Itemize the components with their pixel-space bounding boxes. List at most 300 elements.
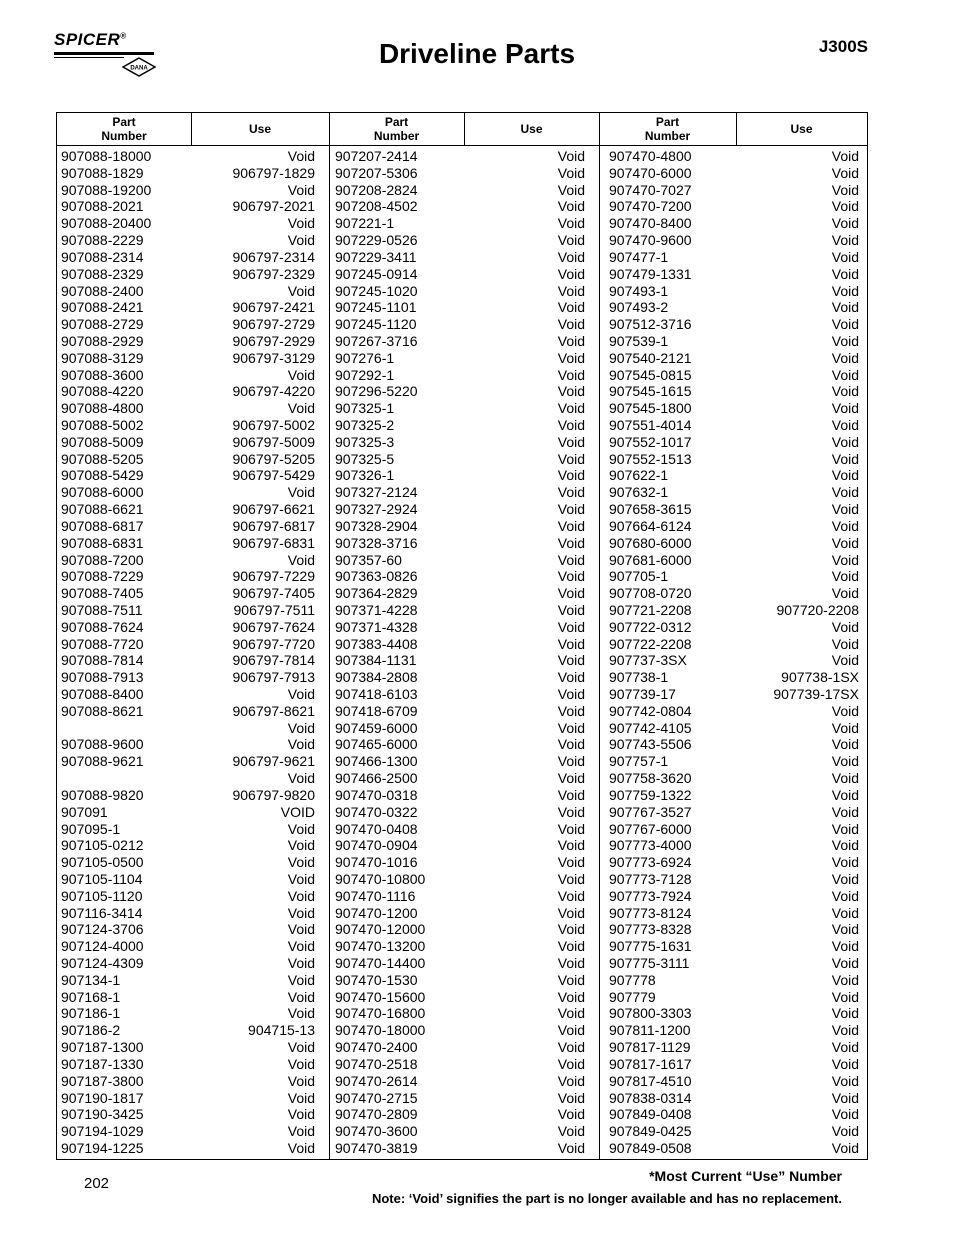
part-number-cell: 907292-1: [335, 366, 395, 383]
use-cell: Void: [557, 181, 585, 198]
parts-column-1: [57, 148, 315, 1157]
part-number-cell: 907817-1129: [609, 1039, 691, 1056]
table-row: [331, 938, 585, 955]
part-number-cell: 907326-1: [335, 467, 395, 484]
use-cell: Void: [831, 618, 859, 635]
use-cell: 906797-6817: [232, 517, 315, 534]
part-number-cell: 907800-3303: [609, 1005, 692, 1022]
use-cell: Void: [831, 282, 859, 299]
part-number-cell: 907088-5002: [61, 417, 144, 433]
table-row: [605, 585, 859, 602]
use-cell: Void: [831, 383, 859, 400]
use-cell: Void: [557, 870, 585, 887]
use-cell: Void: [557, 1072, 585, 1089]
use-cell: Void: [557, 618, 585, 635]
part-number-cell: 907742-0804: [609, 702, 692, 719]
table-row: [605, 249, 859, 266]
table-row: [57, 837, 315, 854]
part-number-cell: 907168-1: [61, 988, 121, 1005]
table-row: [331, 198, 585, 215]
use-cell: 906797-7405: [232, 585, 315, 602]
table-row: [605, 770, 859, 787]
use-cell: Void: [831, 349, 859, 366]
use-cell: Void: [831, 1106, 859, 1123]
part-number-cell: 907681-6000: [609, 551, 692, 568]
use-cell: Void: [557, 265, 585, 282]
table-row: [605, 1073, 859, 1090]
table-row: [57, 989, 315, 1006]
page-number: 202: [84, 1175, 110, 1192]
table-row: [57, 972, 315, 989]
table-row: [605, 367, 859, 384]
use-cell: Void: [831, 568, 859, 585]
table-row: [605, 198, 859, 215]
table-row: [331, 837, 585, 854]
use-cell: Void: [287, 1089, 315, 1106]
table-row: [331, 921, 585, 938]
table-row: [57, 955, 315, 972]
header-use: Use: [520, 122, 543, 136]
use-cell: 906797-2729: [232, 316, 315, 333]
table-row: [331, 299, 585, 316]
parts-table: [56, 112, 868, 1160]
table-row: [331, 1005, 585, 1022]
use-cell: Void: [831, 887, 859, 904]
header-part-number: Part Number: [373, 115, 420, 143]
table-row: [57, 518, 315, 535]
part-number-cell: 907470-15600: [335, 988, 426, 1005]
part-number-cell: 907470-2809: [335, 1106, 418, 1123]
use-cell: 906797-9621: [232, 753, 315, 770]
table-row: [331, 232, 585, 249]
part-number-cell: 907470-0904: [335, 837, 418, 854]
use-cell: Void: [557, 316, 585, 333]
table-row: [605, 652, 859, 669]
table-row: [605, 938, 859, 955]
use-cell: Void: [831, 467, 859, 484]
table-row: [331, 350, 585, 367]
parts-column-2: [331, 148, 585, 1157]
part-number-cell: 907817-1617: [609, 1055, 692, 1072]
table-row: [57, 1123, 315, 1140]
use-cell: Void: [557, 988, 585, 1005]
table-row: [57, 652, 315, 669]
use-cell: Void: [557, 400, 585, 417]
table-row: [331, 467, 585, 484]
part-number-cell: 907105-0500: [61, 854, 144, 871]
part-number-cell: 907124-3706: [61, 921, 144, 938]
table-row: [331, 1073, 585, 1090]
table-row: [331, 182, 585, 199]
part-number-cell: 907767-6000: [609, 820, 692, 837]
table-row: [331, 1106, 585, 1123]
part-number-cell: 907708-0720: [609, 585, 692, 602]
part-number-cell: [57, 770, 288, 787]
table-row: [605, 148, 859, 165]
part-number-cell: 907773-7924: [609, 887, 692, 904]
part-number-cell: 907773-8328: [609, 921, 692, 938]
use-cell: Void: [831, 366, 859, 383]
table-row: [605, 165, 859, 182]
table-row: [57, 1140, 315, 1157]
parts-column-3: [605, 148, 859, 1157]
table-row: [57, 451, 315, 468]
table-row: [57, 215, 315, 232]
use-cell: Void: [831, 736, 859, 753]
table-row: [331, 484, 585, 501]
use-cell: Void: [831, 1139, 859, 1156]
table-row: [605, 316, 859, 333]
table-row: [57, 1090, 315, 1107]
table-row: [605, 619, 859, 636]
table-row: [57, 249, 315, 266]
part-number-cell: 907088-9600: [61, 736, 144, 753]
use-cell: 906797-3129: [232, 349, 315, 366]
table-row: [605, 955, 859, 972]
table-row: [605, 1005, 859, 1022]
table-row: [605, 753, 859, 770]
table-row: [605, 283, 859, 300]
use-cell: Void: [287, 770, 315, 787]
table-row: [605, 215, 859, 232]
part-number-cell: 907296-5220: [335, 383, 418, 400]
use-cell: 906797-7229: [232, 568, 315, 585]
use-cell: Void: [831, 635, 859, 652]
table-row: [331, 787, 585, 804]
use-cell: Void: [287, 736, 315, 753]
use-cell: 906797-5009: [232, 433, 315, 450]
table-row: [605, 501, 859, 518]
use-cell: Void: [557, 433, 585, 450]
table-row: [57, 905, 315, 922]
table-row: [605, 383, 859, 400]
part-number-cell: 907088-7405: [61, 585, 144, 602]
part-number-cell: 907773-4000: [609, 837, 692, 854]
part-number-cell: 907124-4000: [61, 938, 144, 955]
use-cell: Void: [557, 517, 585, 534]
part-number-cell: 907325-2: [335, 417, 395, 433]
table-row: [331, 1123, 585, 1140]
table-row: [605, 1106, 859, 1123]
use-cell: Void: [831, 719, 859, 736]
header-part-number: Part Number: [644, 115, 691, 143]
part-number-cell: 907186-2: [61, 1022, 121, 1039]
part-number-cell: 907757-1: [609, 753, 669, 770]
table-row: [605, 1123, 859, 1140]
table-row: [331, 1022, 585, 1039]
part-number-cell: 907194-1029: [61, 1123, 144, 1140]
part-number-cell: 907775-3111: [609, 955, 690, 971]
use-cell: Void: [287, 921, 315, 938]
part-number-cell: 907088-6621: [61, 501, 144, 518]
use-cell: Void: [557, 383, 585, 400]
use-cell: Void: [557, 770, 585, 787]
part-number-cell: 907088-5429: [61, 467, 144, 484]
table-row: [605, 333, 859, 350]
part-number-cell: 907088-7814: [61, 652, 144, 669]
use-cell: 906797-9820: [232, 786, 315, 803]
use-cell: Void: [831, 316, 859, 333]
table-row: [331, 753, 585, 770]
table-row: [605, 686, 859, 703]
use-cell: 906797-8621: [232, 702, 315, 719]
table-row: [331, 821, 585, 838]
table-row: [331, 383, 585, 400]
table-row: [57, 804, 315, 821]
part-number-cell: 907540-2121: [609, 349, 692, 366]
part-number-cell: 907470-0322: [335, 803, 418, 820]
part-number-cell: 907088-2421: [61, 299, 144, 316]
table-row: [605, 484, 859, 501]
part-number-cell: 907327-2124: [335, 484, 418, 501]
use-cell: Void: [557, 702, 585, 719]
use-cell: 906797-6831: [232, 534, 315, 551]
use-cell: 904715-13: [248, 1022, 315, 1039]
table-row: [605, 518, 859, 535]
table-row: [57, 367, 315, 384]
use-cell: Void: [557, 904, 585, 921]
part-number-cell: 907470-12000: [335, 921, 426, 938]
table-row: [605, 1090, 859, 1107]
table-row: [605, 703, 859, 720]
use-cell: Void: [557, 1123, 585, 1140]
part-number-cell: 907418-6709: [335, 702, 418, 719]
table-row: [331, 316, 585, 333]
use-cell: Void: [831, 652, 859, 669]
table-row: [57, 299, 315, 316]
table-row: [331, 400, 585, 417]
part-number-cell: 907742-4105: [609, 719, 692, 736]
use-cell: Void: [287, 1072, 315, 1089]
part-number-cell: 907470-13200: [335, 938, 426, 955]
part-number-cell: 907552-1513: [609, 450, 692, 467]
part-number-cell: 907722-2208: [609, 635, 692, 652]
use-cell: Void: [557, 501, 585, 518]
table-row: [331, 568, 585, 585]
part-number-cell: 907470-7027: [609, 181, 692, 198]
use-cell: Void: [831, 433, 859, 450]
table-row: [331, 552, 585, 569]
part-number-cell: 907552-1017: [609, 433, 692, 450]
use-cell: Void: [557, 248, 585, 265]
use-cell: Void: [287, 215, 315, 232]
part-number-cell: 907088-2314: [61, 248, 144, 265]
part-number-cell: 907470-7200: [609, 198, 692, 215]
use-cell: Void: [557, 332, 585, 349]
use-cell: Void: [287, 1123, 315, 1140]
use-cell: Void: [287, 1055, 315, 1072]
use-cell: Void: [287, 854, 315, 871]
use-cell: Void: [557, 551, 585, 568]
part-number-cell: 907245-0914: [335, 265, 418, 282]
table-row: [605, 535, 859, 552]
part-number-cell: 907088-3600: [61, 366, 144, 383]
table-row: [331, 535, 585, 552]
use-cell: Void: [831, 248, 859, 265]
part-number-cell: 907773-8124: [609, 904, 692, 921]
part-number-cell: 907088-7511: [61, 601, 143, 618]
use-cell: Void: [831, 332, 859, 349]
part-number-cell: 907116-3414: [61, 904, 143, 921]
part-number-cell: 907470-9600: [609, 232, 692, 249]
void-note: Note: ‘Void’ signifies the part is no longer available and has no replacement.: [371, 1191, 842, 1206]
part-number-cell: 907470-1200: [335, 904, 418, 921]
table-row: [331, 972, 585, 989]
part-number-cell: 907470-6000: [609, 164, 692, 181]
table-row: [57, 619, 315, 636]
table-row: [605, 720, 859, 737]
part-number-cell: 907470-18000: [335, 1022, 426, 1039]
use-cell: 906797-7624: [232, 618, 315, 635]
part-number-cell: 907105-1120: [61, 887, 143, 904]
part-number-cell: 907088-2021: [61, 198, 144, 215]
use-cell: Void: [287, 719, 315, 736]
part-number-cell: 907186-1: [61, 1005, 121, 1022]
use-cell: Void: [557, 417, 585, 433]
table-row: [331, 871, 585, 888]
column-divider: [599, 113, 600, 1159]
part-number-cell: 907325-1: [335, 400, 395, 417]
part-number-cell: 907849-0425: [609, 1123, 692, 1140]
table-row: [331, 636, 585, 653]
table-row: [57, 568, 315, 585]
table-row: [57, 1022, 315, 1039]
table-row: [605, 350, 859, 367]
part-number-cell: 907364-2829: [335, 585, 418, 602]
use-cell: Void: [831, 938, 859, 955]
table-row: [331, 451, 585, 468]
part-number-cell: 907088-2929: [61, 332, 144, 349]
table-row: [57, 1039, 315, 1056]
part-number-cell: 907466-1300: [335, 753, 418, 770]
use-cell: Void: [831, 921, 859, 938]
part-number-cell: 907470-1116: [335, 887, 416, 904]
use-cell: Void: [557, 232, 585, 249]
table-row: [57, 283, 315, 300]
part-number-cell: 907470-0408: [335, 820, 418, 837]
part-number-cell: 907207-5306: [335, 164, 418, 181]
table-row: [331, 804, 585, 821]
header-use: Use: [790, 122, 813, 136]
part-number-cell: 907207-2414: [335, 148, 418, 164]
table-row: [57, 854, 315, 871]
use-cell: Void: [287, 1039, 315, 1056]
use-cell: Void: [557, 921, 585, 938]
use-cell: 906797-2021: [232, 198, 315, 215]
table-row: [605, 854, 859, 871]
part-number-cell: 907773-6924: [609, 854, 692, 871]
table-row: [331, 720, 585, 737]
use-cell: 906797-7814: [232, 652, 315, 669]
use-cell: Void: [557, 450, 585, 467]
table-row: [57, 720, 315, 737]
table-row: [605, 837, 859, 854]
use-cell: Void: [287, 148, 315, 164]
part-number-cell: 907465-6000: [335, 736, 418, 753]
table-row: [331, 854, 585, 871]
table-row: [605, 434, 859, 451]
part-number-cell: 907245-1020: [335, 282, 418, 299]
table-row: [57, 266, 315, 283]
table-row: [331, 703, 585, 720]
part-number-cell: 907190-3425: [61, 1106, 144, 1123]
table-row: [57, 669, 315, 686]
part-number-cell: 907187-3800: [61, 1072, 144, 1089]
use-cell: 907720-2208: [776, 601, 859, 618]
use-cell: 906797-7913: [232, 669, 315, 686]
use-cell: Void: [831, 820, 859, 837]
table-row: [331, 1140, 585, 1157]
table-row: [331, 434, 585, 451]
table-row: [605, 921, 859, 938]
use-cell: Void: [831, 837, 859, 854]
part-number-cell: 907383-4408: [335, 635, 418, 652]
table-row: [331, 148, 585, 165]
use-cell: Void: [287, 366, 315, 383]
part-number-cell: 907088-2729: [61, 316, 144, 333]
table-row: [57, 535, 315, 552]
table-row: [605, 451, 859, 468]
table-row: [57, 1106, 315, 1123]
part-number-cell: 907328-2904: [335, 517, 418, 534]
part-number-cell: 907722-0312: [609, 618, 692, 635]
part-number-cell: 907088-7200: [61, 551, 144, 568]
use-cell: Void: [831, 1005, 859, 1022]
use-cell: Void: [831, 1039, 859, 1056]
part-number-cell: 907470-10800: [335, 870, 426, 887]
use-cell: Void: [287, 551, 315, 568]
use-cell: 906797-1829: [232, 164, 315, 181]
part-number-cell: 907208-2824: [335, 181, 418, 198]
table-row: [605, 1140, 859, 1157]
use-cell: Void: [831, 971, 859, 988]
part-number-cell: 907545-1615: [609, 383, 692, 400]
part-number-cell: 907105-1104: [61, 870, 143, 887]
table-row: [57, 400, 315, 417]
part-number-cell: 907088-7913: [61, 669, 144, 686]
use-cell: Void: [287, 181, 315, 198]
table-row: [57, 182, 315, 199]
part-number-cell: 907088-7720: [61, 635, 144, 652]
use-cell: Void: [557, 366, 585, 383]
part-number-cell: 907208-4502: [335, 198, 418, 215]
use-cell: Void: [831, 299, 859, 316]
use-cell: Void: [557, 938, 585, 955]
part-number-cell: 907190-1817: [61, 1089, 144, 1106]
use-cell: Void: [831, 164, 859, 181]
use-cell: Void: [557, 786, 585, 803]
use-cell: Void: [557, 820, 585, 837]
table-row: [331, 888, 585, 905]
part-number-cell: 907758-3620: [609, 770, 692, 787]
use-cell: Void: [287, 484, 315, 501]
part-number-cell: 907477-1: [609, 248, 669, 265]
table-row: [57, 736, 315, 753]
use-cell: Void: [557, 1005, 585, 1022]
use-cell: Void: [557, 803, 585, 820]
table-row: [605, 669, 859, 686]
use-cell: Void: [557, 299, 585, 316]
use-cell: Void: [287, 938, 315, 955]
use-cell: Void: [287, 837, 315, 854]
table-row: [605, 232, 859, 249]
use-cell: Void: [557, 484, 585, 501]
use-cell: Void: [557, 887, 585, 904]
part-number-cell: 907817-4510: [609, 1072, 692, 1089]
use-cell: Void: [831, 181, 859, 198]
table-row: [57, 1056, 315, 1073]
table-row: [331, 249, 585, 266]
